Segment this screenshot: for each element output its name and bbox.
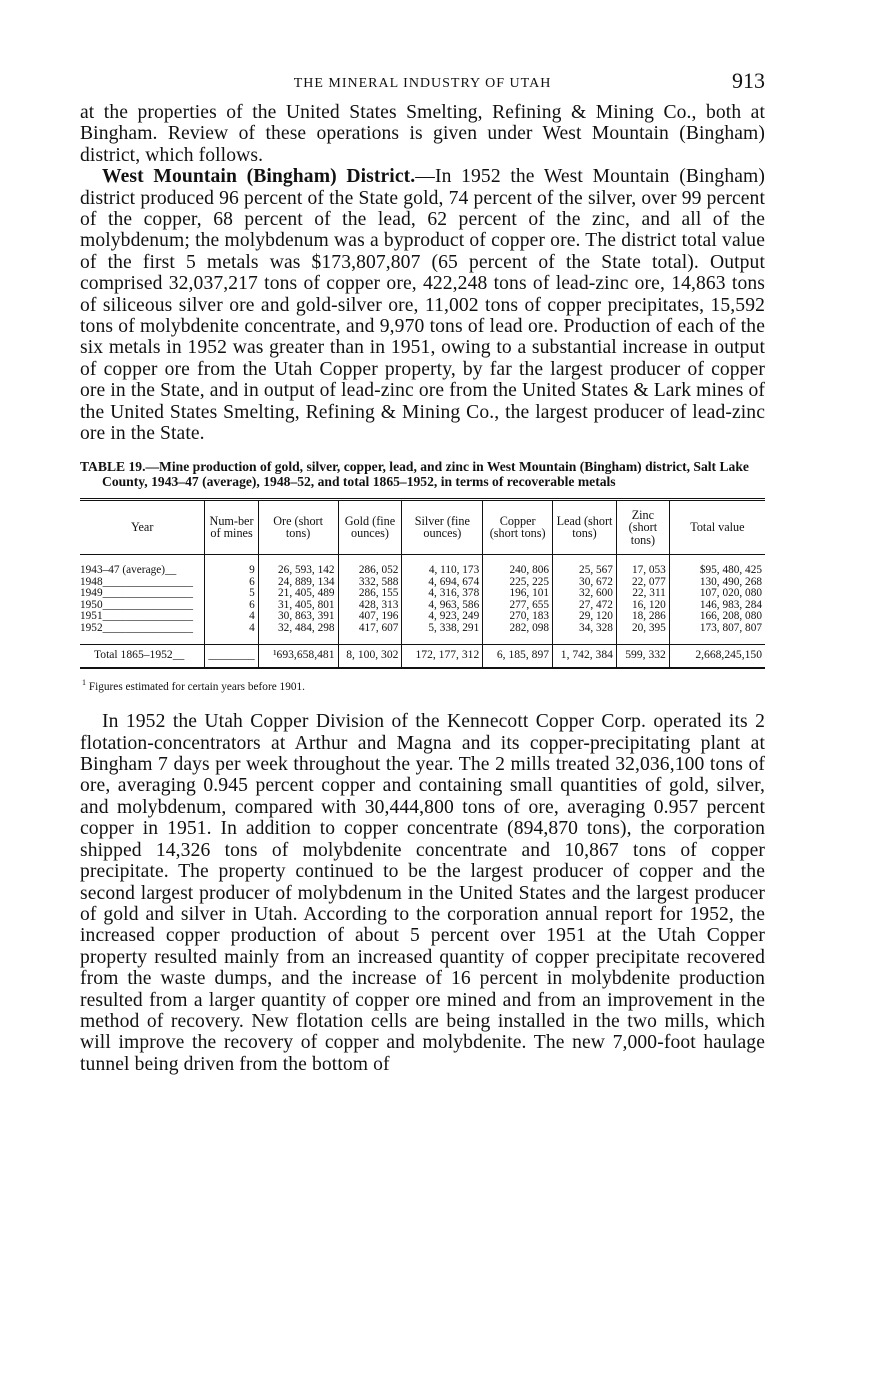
cell-silver: 4, 694, 674 — [402, 577, 483, 589]
cell-total-copper: 6, 185, 897 — [483, 645, 553, 668]
table-caption: TABLE 19.—Mine production of gold, silver, copper, lead, and zinc in West Mountain (Bingham) district, Salt Lake County, 1943–47 (average), 1948–52, and total 1865–1952, in terms of recoverable metals — [80, 458, 749, 489]
cell-ore: 24, 889, 134 — [258, 577, 338, 589]
cell-gold: 428, 313 — [338, 600, 402, 612]
cell-mines: 4 — [205, 623, 258, 645]
col-header-zinc: Zinc (short tons) — [616, 499, 669, 555]
col-header-mines: Num-ber of mines — [205, 499, 258, 555]
col-header-year: Year — [80, 499, 205, 555]
intro-paragraph: at the properties of the United States Smelting, Refining & Mining Co., both at Bingham. Review of these operations is given under West Mountain (Bingham) district, which follows. — [80, 102, 765, 166]
table-row — [80, 588, 765, 600]
cell-lead: 29, 120 — [553, 611, 617, 623]
cell-lead: 30, 672 — [553, 577, 617, 589]
cell-silver: 4, 963, 586 — [402, 600, 483, 612]
running-title: THE MINERAL INDUSTRY OF UTAH — [293, 76, 552, 91]
table-row — [80, 611, 765, 623]
cell-mines: 6 — [205, 577, 258, 589]
cell-total-value: $95, 480, 425 — [669, 555, 765, 577]
table-row — [80, 555, 765, 577]
kennecott-paragraph: In 1952 the Utah Copper Division of the Kennecott Copper Corp. operated its 2 flotation-concentrators at Arthur and Magna and its copper-precipitating plant at Bingham 7 days per week throughout the year. The 2 mills treated 32,036,100 tons of ore, averaging 0.945 percent copper and containing small quantities of gold, silver, and molybdenum, compared with 30,444,800 tons of ore, averaging 0.957 percent copper in 1951. In addition to copper concentrate (894,870 tons), the corporation shipped 14,326 tons of molybdenite concentrate and 10,867 tons of copper precipitate. The property continued to be the largest producer of copper and the second largest producer of molybdenum in the United States and the largest producer of gold and silver in Utah. According to the corporation annual report for 1952, the increased copper production of about 5 percent over 1951 at the Utah Copper property resulted mainly from an increased quantity of copper precipitate recovered from the waste dumps, and the increase of 16 percent in molybdenite production resulted from a larger quantity of copper ore mined and from an improvement in the method of recovery. New flotation cells are being installed in the two mills, which will improve the recovery of copper and molybdenite. The new 7,000-foot haulage tunnel being driven from the bottom of — [80, 711, 765, 1075]
cell-total-value: 173, 807, 807 — [669, 623, 765, 645]
cell-total-value: 166, 208, 080 — [669, 611, 765, 623]
table-total-row — [80, 645, 765, 668]
cell-year: 1943–47 (average)__ — [80, 564, 177, 576]
cell-total-value: 130, 490, 268 — [669, 577, 765, 589]
cell-total-value: 2,668,245,150 — [669, 645, 765, 668]
document-page — [80, 68, 765, 1075]
col-header-silver: Silver (fine ounces) — [402, 499, 483, 555]
cell-year: 1952________________ — [80, 621, 193, 634]
cell-total-silver: 172, 177, 312 — [402, 645, 483, 668]
cell-silver: 5, 338, 291 — [402, 623, 483, 645]
cell-copper: 270, 183 — [483, 611, 553, 623]
cell-ore: 32, 484, 298 — [258, 623, 338, 645]
cell-year: 1950________________ — [80, 598, 193, 611]
district-paragraph — [80, 166, 765, 444]
cell-mines: 5 — [205, 588, 258, 600]
page-header — [80, 68, 765, 102]
cell-copper: 240, 806 — [483, 555, 553, 577]
cell-mines: 9 — [205, 555, 258, 577]
cell-silver: 4, 316, 378 — [402, 588, 483, 600]
col-header-gold: Gold (fine ounces) — [338, 499, 402, 555]
cell-mines: 6 — [205, 600, 258, 612]
district-text: —In 1952 the West Mountain (Bingham) district produced 96 percent of the State gold, 74 percent of the silver, over 99 percent of the copper, 68 percent of the lead, 62 percent of the zinc, and all of the molybdenum; the molybdenum was a byproduct of copper ore. The district total value of the first 5 metals was $173,807,807 (65 percent of the State total). Output comprised 32,037,217 tons of copper ore, 422,248 tons of lead-zinc ore, 14,863 tons of siliceous silver ore and gold-silver ore, 11,002 tons of copper precipitates, 15,592 tons of molybdenite concentrate, and 9,970 tons of lead ore. Production of each of the six metals in 1952 was greater than in 1951, owing to a substantial increase in output of copper ore from the Utah Copper property, by far the largest producer of copper ore in the State, and in output of lead-zinc ore from the United States & Lark mines of the United States Smelting, Refining & Mining Co., the largest producer of lead-zinc ore in the State. — [80, 166, 765, 445]
cell-year: 1949________________ — [80, 587, 193, 599]
cell-year: 1951________________ — [80, 610, 193, 622]
cell-total-label: Total 1865–1952__ — [80, 645, 205, 668]
cell-total-mines: ________ — [205, 645, 258, 668]
cell-copper: 277, 655 — [483, 600, 553, 612]
cell-year: 1948________________ — [80, 575, 193, 588]
cell-ore: 30, 863, 391 — [258, 611, 338, 623]
col-header-total-value: Total value — [669, 499, 765, 555]
cell-gold: 407, 196 — [338, 611, 402, 623]
col-header-copper: Copper (short tons) — [483, 499, 553, 555]
cell-gold: 417, 607 — [338, 623, 402, 645]
cell-copper: 225, 225 — [483, 577, 553, 589]
section-spacer — [80, 692, 765, 711]
col-header-ore: Ore (short tons) — [258, 499, 338, 555]
cell-silver: 4, 923, 249 — [402, 611, 483, 623]
cell-zinc: 20, 395 — [616, 623, 669, 645]
cell-total-gold: 8, 100, 302 — [338, 645, 402, 668]
cell-zinc: 22, 311 — [616, 588, 669, 600]
footnote-marker: 1 — [82, 677, 86, 687]
cell-gold: 332, 588 — [338, 577, 402, 589]
table-header-row — [80, 499, 765, 555]
cell-zinc: 17, 053 — [616, 555, 669, 577]
cell-ore: 21, 405, 489 — [258, 588, 338, 600]
cell-ore: 26, 593, 142 — [258, 555, 338, 577]
cell-zinc: 18, 286 — [616, 611, 669, 623]
cell-total-ore: ¹693,658,481 — [258, 645, 338, 668]
cell-total-zinc: 599, 332 — [616, 645, 669, 668]
page-number: 913 — [732, 68, 765, 93]
cell-total-value: 107, 020, 080 — [669, 588, 765, 600]
cell-silver: 4, 110, 173 — [402, 555, 483, 577]
col-header-lead: Lead (short tons) — [553, 499, 617, 555]
footnote-text: Figures estimated for certain years before 1901. — [88, 680, 305, 693]
cell-total-value: 146, 983, 284 — [669, 600, 765, 612]
cell-zinc: 22, 077 — [616, 577, 669, 589]
district-heading: West Mountain (Bingham) District. — [102, 166, 416, 188]
cell-lead: 27, 472 — [553, 600, 617, 612]
cell-ore: 31, 405, 801 — [258, 600, 338, 612]
table-row — [80, 623, 765, 645]
cell-zinc: 16, 120 — [616, 600, 669, 612]
cell-mines: 4 — [205, 611, 258, 623]
cell-gold: 286, 052 — [338, 555, 402, 577]
cell-lead: 25, 567 — [553, 555, 617, 577]
cell-copper: 196, 101 — [483, 588, 553, 600]
cell-gold: 286, 155 — [338, 588, 402, 600]
table-footnote — [80, 678, 765, 693]
cell-lead: 32, 600 — [553, 588, 617, 600]
cell-total-lead: 1, 742, 384 — [553, 645, 617, 668]
cell-lead: 34, 328 — [553, 623, 617, 645]
cell-copper: 282, 098 — [483, 623, 553, 645]
production-table — [80, 498, 765, 669]
